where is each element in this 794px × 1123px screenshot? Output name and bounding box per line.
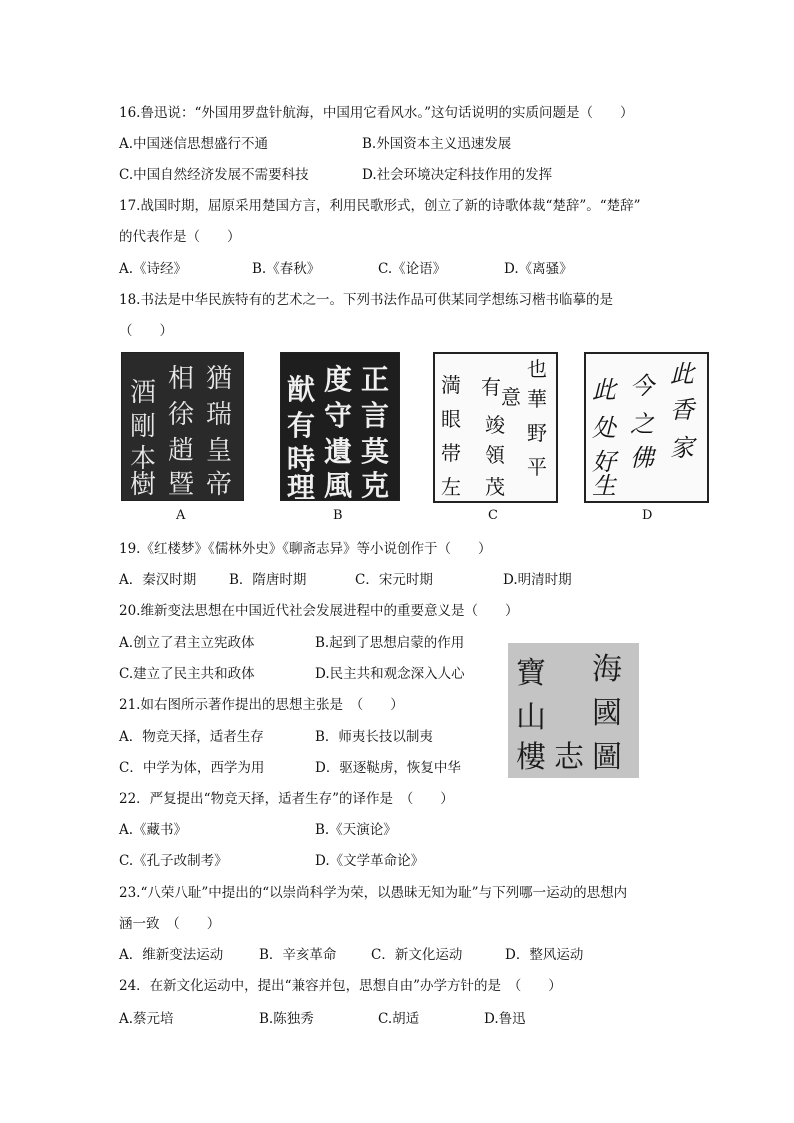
sample-d-char: 之 xyxy=(630,410,654,438)
q16-option-c[interactable]: C.中国自然经济发展不需要科技 xyxy=(119,167,309,183)
sample-c-char: 竣 xyxy=(485,413,505,437)
q17-option-c[interactable]: C.《论语》 xyxy=(378,261,447,277)
calligraphy-sample-c-image xyxy=(435,354,556,501)
sample-d-char: 家 xyxy=(670,434,694,462)
q20-option-a[interactable]: A.创立了君主立宪政体 xyxy=(119,635,255,651)
seal-char: 海 xyxy=(592,652,622,687)
sample-a-char: 本 xyxy=(130,444,157,474)
q17-option-b[interactable]: B.《春秋》 xyxy=(252,261,321,277)
sample-d-char: 好 xyxy=(592,448,616,476)
q21-stem: 21.如右图所示著作提出的思想主张是 （ ） xyxy=(119,697,404,713)
sample-c-char: 華 xyxy=(527,387,547,411)
q16-option-b[interactable]: B.外国资本主义迅速发展 xyxy=(362,136,512,152)
sample-d-char: 处 xyxy=(592,414,616,442)
calligraphy-sample-d-image xyxy=(586,354,707,501)
q24-option-c[interactable]: C.胡适 xyxy=(378,1011,420,1027)
q16-option-a[interactable]: A.中国迷信思想盛行不通 xyxy=(119,136,269,152)
sample-b-char: 克 xyxy=(361,469,390,500)
sample-c-char: 茂 xyxy=(485,475,505,499)
q18-stem-line2: （ ） xyxy=(119,323,173,339)
sample-c-char: 有 xyxy=(481,375,501,399)
q19-option-c[interactable]: C．宋元时期 xyxy=(355,572,433,588)
q24-option-a[interactable]: A.蔡元培 xyxy=(119,1011,174,1027)
q20-option-c[interactable]: C.建立了民主共和政体 xyxy=(119,666,255,682)
calligraphy-sample-b[interactable] xyxy=(280,352,400,501)
sample-a-char: 剛 xyxy=(130,412,157,442)
book-cover-image xyxy=(508,643,639,778)
q16-stem: 16.鲁迅说：“外国用罗盘针航海，中国用它看风水。”这句话说明的实质问题是（ ） xyxy=(119,105,634,121)
q17-stem-line2: 的代表作是（ ） xyxy=(119,229,241,245)
sample-b-char: 正 xyxy=(361,363,390,396)
q20-option-d[interactable]: D.民主共和观念深入人心 xyxy=(315,666,465,682)
q17-option-a[interactable]: A.《诗经》 xyxy=(119,261,188,277)
sample-a-char: 暨 xyxy=(168,470,195,500)
q19-stem: 19.《红楼梦》《儒林外史》《聊斋志异》等小说创作于（ ） xyxy=(119,541,492,557)
q17-option-d[interactable]: D.《离骚》 xyxy=(504,261,573,277)
sample-b-char: 理 xyxy=(287,471,316,500)
sample-a-char: 酒 xyxy=(130,378,157,408)
sample-b-char: 度 xyxy=(324,363,353,396)
q23-option-d[interactable]: D．整风运动 xyxy=(505,947,584,963)
sample-c-char: 満 xyxy=(441,373,461,397)
sample-c-char: 帯 xyxy=(441,441,461,465)
sample-c-char: 野 xyxy=(527,421,547,445)
q16-option-d[interactable]: D.社会环境决定科技作用的发挥 xyxy=(362,167,553,183)
q19-option-a[interactable]: A．秦汉时期 xyxy=(119,572,197,588)
sample-b-char: 風 xyxy=(324,469,353,500)
image-label-b: B xyxy=(333,508,343,523)
sample-a-char: 樹 xyxy=(130,470,157,500)
sample-d-char: 生 xyxy=(592,472,616,500)
sample-a-char: 相 xyxy=(168,364,195,394)
image-label-c: C xyxy=(488,508,498,523)
sample-a-char: 徐 xyxy=(168,400,195,430)
seal-char: 國 xyxy=(592,696,622,731)
sample-a-char: 猶 xyxy=(206,364,233,394)
sample-c-char: 領 xyxy=(485,443,505,467)
sample-c-char: 也 xyxy=(527,357,547,381)
sample-a-char: 瑞 xyxy=(206,400,233,430)
sample-a-char: 皇 xyxy=(206,436,233,466)
seal-char: 志 xyxy=(554,740,584,775)
q23-stem-line2: 涵一致 （ ） xyxy=(119,916,221,932)
calligraphy-sample-d[interactable] xyxy=(584,352,709,503)
calligraphy-sample-a[interactable] xyxy=(121,352,244,501)
calligraphy-sample-a-image xyxy=(122,353,243,500)
q17-stem-line1: 17.战国时期，屈原采用楚国方言，利用民歌形式，创立了新的诗歌体裁“楚辞”。“楚辞” xyxy=(119,198,641,214)
sample-b-char: 時 xyxy=(287,443,316,476)
calligraphy-sample-c[interactable] xyxy=(433,352,558,503)
q21-option-d[interactable]: D．驱逐鞑虏，恢复中华 xyxy=(315,760,461,776)
seal-script-title-image xyxy=(508,643,639,778)
q24-option-b[interactable]: B.陈独秀 xyxy=(259,1011,314,1027)
image-label-d: D xyxy=(642,508,653,523)
q22-option-c[interactable]: C.《孔子改制考》 xyxy=(119,853,228,869)
seal-char: 山 xyxy=(516,700,546,735)
q21-option-c[interactable]: C．中学为体，西学为用 xyxy=(119,760,265,776)
q24-stem: 24．在新文化运动中，提出“兼容并包，思想自由”办学方针的是 （ ） xyxy=(119,978,562,994)
sample-a-char: 趙 xyxy=(168,436,195,466)
q20-option-b[interactable]: B.起到了思想启蒙的作用 xyxy=(315,635,465,651)
q20-stem: 20.维新变法思想在中国近代社会发展进程中的重要意义是（ ） xyxy=(119,603,519,619)
q22-stem: 22．严复提出“物竞天择，适者生存”的译作是 （ ） xyxy=(119,791,454,807)
q23-option-c[interactable]: C．新文化运动 xyxy=(371,947,463,963)
sample-b-char: 有 xyxy=(287,409,316,442)
q19-option-d[interactable]: D.明清时期 xyxy=(503,572,572,588)
sample-b-char: 言 xyxy=(361,399,390,432)
q24-option-d[interactable]: D.鲁迅 xyxy=(484,1011,526,1027)
sample-d-char: 今 xyxy=(630,372,654,400)
sample-b-char: 守 xyxy=(324,399,353,432)
sample-d-char: 此 xyxy=(592,376,616,404)
q23-option-b[interactable]: B．辛亥革命 xyxy=(259,947,337,963)
sample-c-char: 左 xyxy=(441,475,461,499)
q18-stem-line1: 18.书法是中华民族特有的艺术之一。下列书法作品可供某同学想练习楷书临摹的是 xyxy=(119,292,613,308)
seal-char: 寶 xyxy=(516,656,546,691)
seal-char: 樓 xyxy=(516,740,546,775)
sample-d-char: 香 xyxy=(670,396,694,424)
q21-option-b[interactable]: B．师夷长技以制夷 xyxy=(315,729,433,745)
sample-c-char: 眼 xyxy=(441,407,461,431)
sample-d-char: 此 xyxy=(670,360,694,388)
sample-a-char: 帝 xyxy=(206,470,233,500)
q23-stem-line1: 23.“八荣八耻”中提出的“以崇尚科学为荣，以愚昧无知为耻”与下列哪一运动的思想内 xyxy=(119,885,628,901)
sample-c-char: 意 xyxy=(501,385,521,409)
q22-option-a[interactable]: A.《藏书》 xyxy=(119,822,188,838)
sample-b-char: 遺 xyxy=(324,435,353,468)
sample-c-char: 平 xyxy=(527,455,547,479)
q23-option-a[interactable]: A．维新变法运动 xyxy=(119,947,224,963)
q22-option-b[interactable]: B.《天演论》 xyxy=(315,822,397,838)
q19-option-b[interactable]: B．隋唐时期 xyxy=(229,572,307,588)
sample-d-char: 佛 xyxy=(630,444,654,472)
q21-option-a[interactable]: A．物竞天择，适者生存 xyxy=(119,729,264,745)
calligraphy-sample-b-image xyxy=(281,353,399,500)
q22-option-d[interactable]: D.《文学革命论》 xyxy=(315,853,425,869)
sample-b-char: 莫 xyxy=(361,435,390,468)
seal-char: 圖 xyxy=(592,740,622,775)
sample-b-char: 猷 xyxy=(287,373,316,406)
image-label-a: A xyxy=(176,508,186,523)
